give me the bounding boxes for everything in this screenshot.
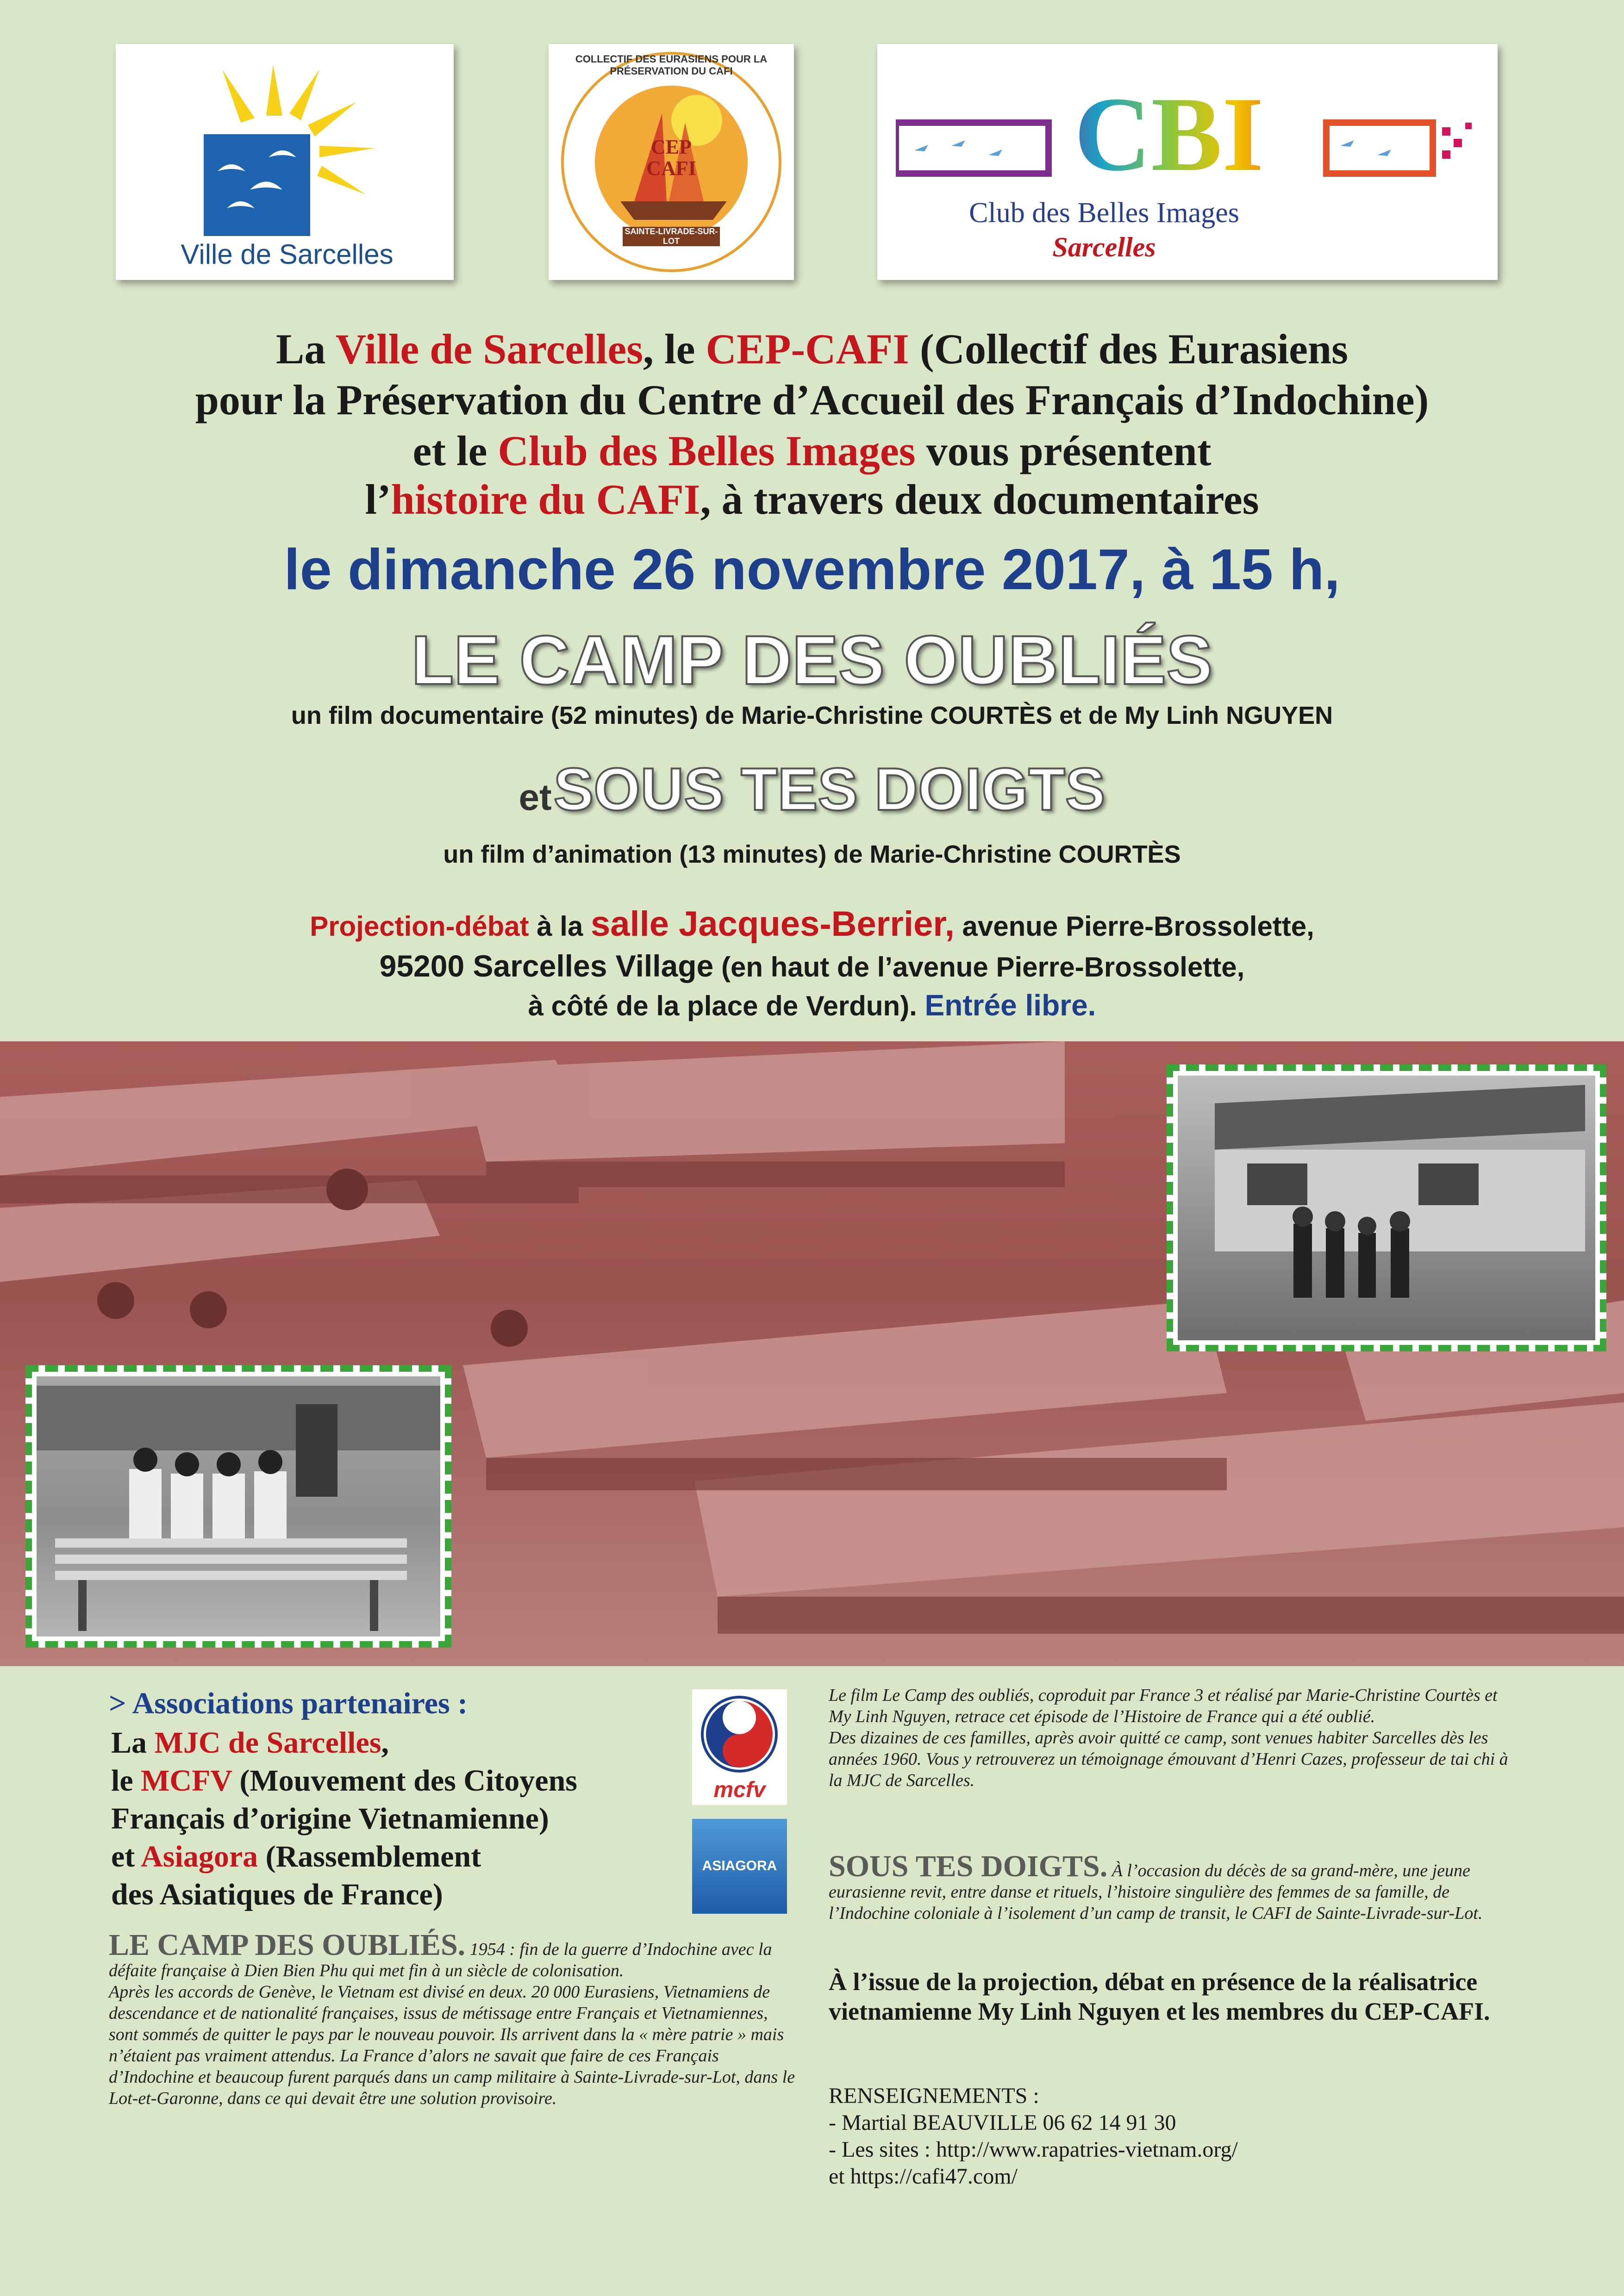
venue-line-2 <box>0 946 1624 987</box>
mcfv-logo-text: mcfv <box>713 1778 766 1802</box>
cbi-line2: Sarcelles <box>1052 232 1156 262</box>
cep-cafi-ribbon: SAINTE-LIVRADE-SUR-LOT <box>623 227 720 246</box>
children-bench-photo <box>37 1376 440 1636</box>
info-contact: - Martial BEAUVILLE 06 62 14 91 30 <box>829 2110 1176 2135</box>
venue-salle: salle Jacques-Berrier, <box>591 904 955 944</box>
partners-l2-c: (Mouvement des Citoyens <box>231 1764 577 1798</box>
sous-text-body: À l’occasion du décès de sa grand-mère, une jeune eurasienne revit, entre danse et rituels, l’histoire singulière des femmes de sa famille, de l’Indochine coloniale à l’isolement d’un camp de transit, le CAFI de Sainte-Livrade-sur-Lot. <box>829 1861 1483 1923</box>
right-text-p2: Des dizaines de ces familles, après avoir quitté ce camp, sont venues habiter Sarcelles dès les années 1960. Vous y retrouverez un témoignage émouvant d’Henri Cazes, professeur de tai chi à la MJC de Sarcelles. <box>829 1728 1508 1790</box>
partners-mcfv: MCFV <box>141 1764 232 1798</box>
sarcelles-logo-prefix: Ville de <box>181 239 279 270</box>
intro-line-3 <box>0 426 1624 476</box>
info-site-1[interactable]: - Les sites : http://www.rapatries-vietnam.org/ <box>829 2137 1238 2162</box>
event-date-line: le dimanche 26 novembre 2017, à 15 h, <box>284 538 1340 602</box>
camp-text-p1: 1954 : fin de la guerre d’Indochine avec la défaite française à Dien Bien Phu qui met fin à un siècle de colonisation. <box>109 1940 772 1980</box>
info-heading: RENSEIGNEMENTS : <box>829 2084 1039 2108</box>
camp-text-title: LE CAMP DES OUBLIÉS. <box>109 1928 466 1962</box>
partners-line-2 <box>111 1762 713 1800</box>
photo-frame-children-bench <box>25 1365 451 1648</box>
film2-title-line <box>0 754 1624 824</box>
intro-l3-c: vous présentent <box>915 427 1212 474</box>
cbi-big-letters: CBI <box>1035 81 1303 187</box>
info-block <box>829 2083 1518 2190</box>
venue-projection-debat: Projection-débat <box>310 911 529 942</box>
venue-city: 95200 Sarcelles Village <box>379 949 714 983</box>
partners-l4-a: et <box>111 1840 141 1873</box>
mcfv-logo-icon <box>699 1694 780 1775</box>
camp-text-p2: Après les accords de Genève, le Vietnam est divisé en deux. 20 000 Eurasiens, Vietnamiens de descendance et de nationalité françaises, issus de métissage entre Français et Vietnamiennes, sont sommés de quitter le pays par le nouveau pouvoir. Ils arrivent dans la « mère patrie » mais n’étaient pas vraiment attendus. La France d’alors ne savait que faire de ces Français d’Indochine et beaucoup furent parqués dans un camp militaire à Sainte-Livrade-sur-Lot, dans le Lot-et-Garonne, dans ce qui devait être une solution provisoire. <box>109 1982 795 2108</box>
children-standing-photo <box>1178 1076 1595 1340</box>
venue-l1-d: avenue Pierre-Brossolette, <box>954 911 1314 942</box>
logo-ville-de-sarcelles <box>116 44 454 280</box>
partners-l1-a: La <box>111 1726 155 1760</box>
right-intro-text <box>829 1685 1518 1791</box>
logo-cep-cafi <box>549 44 794 280</box>
partners-line-4 <box>111 1838 713 1876</box>
partners-mjc: MJC de Sarcelles <box>154 1726 381 1760</box>
partners-line-1 <box>111 1724 713 1762</box>
sarcelles-logo-text <box>130 238 444 270</box>
info-site-2[interactable]: et https://cafi47.com/ <box>829 2164 1018 2189</box>
logo-cbi <box>877 44 1498 280</box>
partners-l1-c: , <box>381 1726 389 1760</box>
asiagora-logo <box>692 1819 787 1914</box>
sous-text-title: SOUS TES DOIGTS. <box>829 1849 1108 1883</box>
venue-l1-b: à la <box>529 911 591 942</box>
intro-l1-e: (Collectif des Eurasiens <box>909 325 1348 373</box>
asiagora-logo-text: ASIAGORA <box>702 1858 777 1873</box>
photo-frame-children-standing <box>1167 1064 1606 1351</box>
intro-l1-c: , le <box>643 325 706 373</box>
venue-l3-a: à côté de la place de Verdun). <box>528 990 925 1021</box>
sarcelles-logo-name: Sarcelles <box>279 239 394 270</box>
intro-line-1 <box>0 324 1624 374</box>
cep-cafi-ring-text: COLLECTIF DES EURASIENS POUR LA PRÉSERVATION DU CAFI <box>575 53 768 77</box>
cep-cafi-center-line1: CEP <box>651 136 692 158</box>
sous-tes-doigts-text <box>829 1849 1518 1924</box>
intro-l4-a: l’ <box>365 476 391 523</box>
right-text-p1: Le film Le Camp des oubliés, coproduit par France 3 et réalisé par Marie-Christine Courtès et My Linh Nguyen, retrace cet épisode de l’Histoire de France qui a été oublié. <box>829 1686 1498 1726</box>
partners-l2-a: le <box>111 1764 141 1798</box>
intro-l1-a: La <box>276 325 336 373</box>
cbi-line1: Club des Belles Images <box>969 197 1239 229</box>
partners-line-3: Français d’origine Vietnamienne) <box>111 1802 549 1836</box>
film2-et: et <box>518 777 552 818</box>
cep-cafi-center-text <box>632 137 711 179</box>
film2-title: SOUS TES DOIGTS <box>553 755 1106 823</box>
cep-cafi-center-line2: CAFI <box>646 157 696 180</box>
film2-subtitle: un film d’animation (13 minutes) de Marie-Christine COURTÈS <box>443 840 1181 868</box>
camp-aerial-photo <box>0 1041 1624 1666</box>
venue-l2-b: (en haut de l’avenue Pierre-Brossolette, <box>713 952 1245 983</box>
partners-line-5: des Asiatiques de France) <box>111 1878 443 1911</box>
intro-l1-ville: Ville de Sarcelles <box>335 325 643 373</box>
intro-l1-cepcafi: CEP-CAFI <box>706 325 909 373</box>
partners-asiagora: Asiagora <box>141 1840 258 1873</box>
intro-line-2: pour la Préservation du Centre d’Accueil des Français d’Indochine) <box>195 376 1429 423</box>
mcfv-logo <box>692 1689 787 1805</box>
film1-title: LE CAMP DES OUBLIÉS <box>411 621 1213 699</box>
venue-line-1 <box>0 905 1624 946</box>
intro-l3-a: et le <box>412 427 498 474</box>
intro-line-4 <box>0 474 1624 524</box>
venue-line-3 <box>0 986 1624 1026</box>
intro-l4-c: , à travers deux documentaires <box>700 476 1259 523</box>
partners-heading: > Associations partenaires : <box>109 1686 468 1720</box>
venue-entree-libre: Entrée libre. <box>924 989 1096 1022</box>
intro-l4-histoire: histoire du CAFI <box>391 476 700 523</box>
film1-subtitle: un film documentaire (52 minutes) de Marie-Christine COURTÈS et de My Linh NGUYEN <box>291 702 1333 729</box>
partners-l4-c: (Rassemblement <box>258 1840 481 1873</box>
sarcelles-sun-birds-icon <box>134 51 421 236</box>
camp-des-oublies-text <box>109 1928 799 2109</box>
debate-text: À l’issue de la projection, débat en présence de la réalisatrice vietnamienne My Linh Nguyen et les membres du CEP-CAFI. <box>829 1968 1490 2025</box>
intro-l3-club: Club des Belles Images <box>498 427 916 474</box>
